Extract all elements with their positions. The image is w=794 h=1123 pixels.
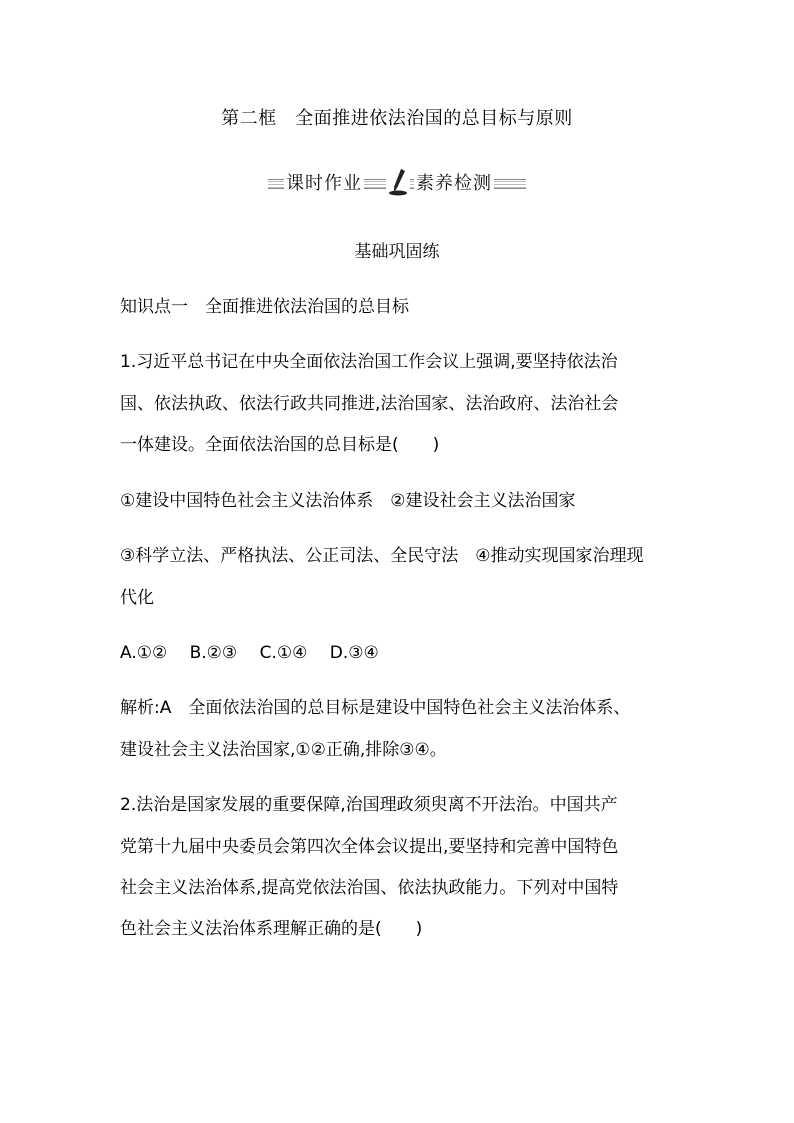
- q1-analysis-line-2: 建设社会主义法治国家,①②正确,排除③④。: [120, 740, 447, 760]
- pen-icon: [386, 168, 410, 196]
- q1-options-line-1: ①建设中国特色社会主义法治体系 ②建设社会主义法治国家: [120, 491, 576, 511]
- page-title: 第二框 全面推进依法治国的总目标与原则: [221, 108, 573, 129]
- q1-line-1: 1.习近平总书记在中央全面依法治国工作会议上强调,要坚持依法治: [120, 352, 618, 372]
- q1-analysis-line-1: 解析:A 全面依法治国的总目标是建设中国特色社会主义法治体系、: [120, 698, 631, 718]
- banner-right-text: 素养检测: [414, 169, 494, 195]
- q2-line-2: 党第十九届中央委员会第四次全体会议提出,要坚持和完善中国特色: [120, 837, 619, 857]
- q1-line-3: 一体建设。全面依法治国的总目标是( ): [120, 435, 440, 455]
- homework-banner: [268, 168, 526, 196]
- q2-line-1: 2.法治是国家发展的重要保障,治国理政须臾离不开法治。中国共产: [120, 795, 618, 815]
- section-heading: 基础巩固练: [354, 242, 440, 262]
- knowledge-point-heading: 知识点一 全面推进依法治国的总目标: [120, 297, 409, 317]
- q1-options-line-3: 代化: [120, 588, 154, 608]
- q2-line-3: 社会主义法治体系,提高党依法治国、依法执政能力。下列对中国特: [120, 878, 619, 898]
- banner-left-text: 课时作业: [284, 169, 364, 195]
- q1-options-line-2: ③科学立法、严格执法、公正司法、全民守法 ④推动实现国家治理现: [120, 546, 644, 566]
- q2-line-4: 色社会主义法治体系理解正确的是( ): [120, 919, 423, 939]
- q1-choices: A.①② B.②③ C.①④ D.③④: [120, 643, 379, 663]
- q1-line-2: 国、依法执政、依法行政共同推进,法治国家、法治政府、法治社会: [120, 394, 619, 414]
